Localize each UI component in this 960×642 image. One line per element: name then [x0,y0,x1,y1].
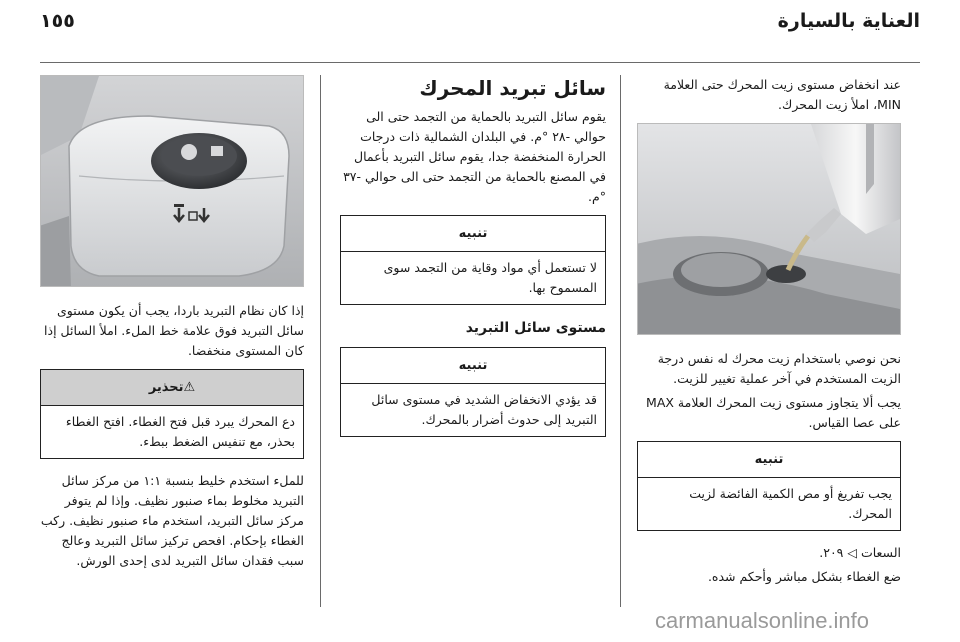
page-header [40,10,920,40]
oil-refill-intro: عند انخفاض مستوى زيت المحرك حتى العلامة MIN، املأ زيت المحرك. [663,77,901,112]
coolant-reservoir-photo [40,75,304,287]
watermark: carmanualsonline.info [655,608,870,633]
header-rule [40,62,920,63]
middle-column [340,75,606,449]
warning-box [40,369,304,459]
antifreeze-notice-box [340,215,606,305]
oil-max-note: يجب ألا يتجاوز مستوى زيت المحرك العلامة MAX على عصا القياس. [646,395,901,430]
notice-body: قد يؤدي الانخفاض الشديد في مستوى سائل التبريد إلى حدوث أضرار بالمحرك. [371,392,597,427]
coolant-intro: يقوم سائل التبريد بالحماية من التجمد حتى الى حوالي -٢٨ °م. في البلدان الشمالية ذات درجات الحرارة المنخفضة جدا، يقوم سائل التبريد بأعمال في المصنع بالحماية من التجمد حتى الى حوالي -٣٧ °م. [343,109,606,204]
oil-filling-photo [637,123,901,335]
column-divider-right [620,75,621,607]
notice-title: تنبيه [341,216,605,252]
right-column [637,75,901,591]
subtitle-coolant-level: مستوى سائل التبريد [465,320,606,336]
coolant-level-notice-box [340,347,606,437]
notice-body: يجب تفريغ أو مص الكمية الفائضة لزيت المحرك. [689,486,892,521]
coolant-mixture-instruction: للملء استخدم خليط بنسبة ١:١ من مركز سائل التبريد مخلوط بماء صنبور نظيف. وإذا لم يتوفر مركز سائل التبريد، استخدم ماء صنبور نظيف. ركب الغطاء بإحكام. افحص تركيز سائل التبريد وعالج سبب فقدان سائل التبريد لدى إحدى الورش. [40,473,304,568]
page-number: ١٥٥ [40,10,75,32]
coolant-level-instruction: إذا كان نظام التبريد باردا، يجب أن يكون مستوى سائل التبريد فوق علامة خط الملء. املأ السائل إذا كان المستوى منخفضا. [44,303,304,358]
notice-title: تنبيه [341,348,605,384]
capacity-reference: السعات ◁ ٢٠٩. [819,545,901,560]
column-divider-left [320,75,321,607]
oil-grade-recommendation: نحن نوصي باستخدام زيت محرك له نفس درجة الزيت المستخدم في آخر عملية تغيير للزيت. [657,351,901,386]
notice-title: تنبيه [638,442,900,478]
chapter-title: العناية بالسيارة [777,10,920,32]
notice-body: لا تستعمل أي مواد وقاية من التجمد سوى المسموح بها. [383,260,597,295]
warning-body: دع المحرك يبرد قبل فتح الغطاء. افتح الغطاء بحذر، مع تنفيس الضغط ببطء. [65,414,295,449]
warning-title: ⚠تحذير [41,370,303,406]
cap-instruction: ضع الغطاء بشكل مباشر وأحكم شده. [707,569,901,584]
oil-notice-box [637,441,901,531]
left-column [40,75,304,575]
section-title-coolant: سائل تبريد المحرك [419,76,606,100]
